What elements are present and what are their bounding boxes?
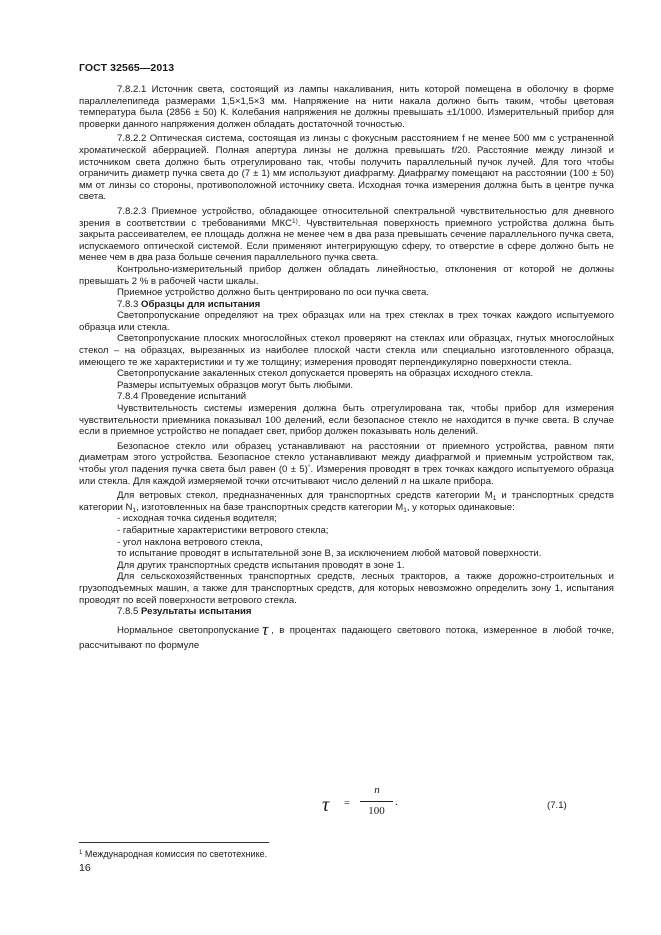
fraction-bar xyxy=(360,801,393,802)
paragraph-linearity: Контрольно-измерительный прибор должен обладать линейностью, отклонения от которой не должны превышать 2 % в рабочей части шкалы. xyxy=(79,263,614,287)
paragraph-centering: Приемное устройство должно быть центрировано по оси пучка света. xyxy=(117,287,429,299)
paragraph-procedure-1: Чувствительность системы измерения должна быть отрегулирована так, чтобы прибор для измерения чувствительности приемника показывал 100 делений, если безопасное стекло не находится в пучке света. В случае если в приемное устройство не попадает свет, прибор должен показывать ноль делений. xyxy=(79,403,614,438)
page-number: 16 xyxy=(79,862,91,874)
paragraph-procedure-2 xyxy=(79,441,614,487)
variable-n: n xyxy=(401,475,407,487)
text-run: 7.8.2.3 Приемное устройство, обладающее относительной спектральной чувствительностью для дневного зрения в соответствии с требованиями МКС xyxy=(79,205,614,229)
footnote-marker: 1 xyxy=(79,850,83,856)
list-item: - габаритные характеристики ветрового стекла; xyxy=(117,524,329,536)
paragraph-7-8-2-1: 7.8.2.1 Источник света, состоящий из лампы накаливания, нить которой помещена в оболочку в форме параллелепипеда размерами 1,5×1,5×3 мм. Напряжение на нити накала должно быть таким, чтобы цветовая температура была (2856 ± 50) К. Колебания напряжения не должны превышать ±1/1000. Измерительный прибор для проверки данного напряжения должен обладать достаточной точностью. xyxy=(79,84,614,130)
page-header: ГОСТ 32565—2013 xyxy=(79,62,175,74)
paragraph-windscreens xyxy=(79,490,614,513)
paragraph-samples-2: Светопропускание плоских многослойных стекол проверяют на стеклах или образцах, гнутых многослойных стекол – на образцах, вырезанных из наиболее плоской части стекла или специально изготовленного образца, имеющего те же характеристики и ту же толщину; измерения проводят перпендикулярно поверхности стекла. xyxy=(79,333,614,368)
formula-equals: = xyxy=(344,798,350,809)
subscript: 1 xyxy=(403,506,407,514)
paragraph-agricultural: Для сельскохозяйственных транспортных средств, лесных тракторов, а также дорожно-строительных и грузоподъемных машин, а также для транспортных средств, для которых невозможно определить зону 1, испытания проводят по всей поверхности ветрового стекла. xyxy=(79,571,614,606)
text-run: Для ветровых стекол, предназначенных для транспортных средств категории М xyxy=(117,490,493,502)
formula-lhs: τ xyxy=(322,794,330,816)
paragraph-7-8-2-2: 7.8.2.2 Оптическая система, состоящая из линзы с фокусным расстоянием f не менее 500 мм с устраненной хроматической аберрацией. Полная апертура линзы не должна превышать f/20. Расстояние между линзой и источником света должно быть отрегулировано так, чтобы получить параллельный пучок лучей. Для того чтобы ограничить диаметр пучка света до (7 ± 1) мм используют диафрагму. Диафрагму помещают на расстоянии (100 ± 50) мм от линзы со стороны, противоположной источнику света. Исходная точка измерения должна быть в центре пучка света. xyxy=(79,133,614,203)
formula-7-1 xyxy=(79,760,614,820)
page-body xyxy=(79,84,614,653)
section-7-8-5-heading xyxy=(79,606,614,618)
paragraph-samples-3: Светопропускание закаленных стекол допускается проверять на образцах исходного стекла. xyxy=(117,368,534,380)
footnote-ref: 1) xyxy=(292,217,298,225)
section-7-8-4-heading: 7.8.4 Проведение испытаний xyxy=(117,391,247,403)
text-run: Безопасное стекло или образец устанавливают на расстоянии от приемного устройства, равном пяти диаметрам этого устройства. Безопасное стекло устанавливают между диафрагмой и приемным устройством так, чтобы угол падения пучка света был равен (0 ± 5) xyxy=(79,440,614,475)
section-number: 7.8.3 xyxy=(117,298,142,310)
paragraph-7-8-2-3 xyxy=(79,206,614,264)
subscript: 1 xyxy=(492,495,497,503)
footnote-text: Международная комиссия по светотехнике. xyxy=(82,849,268,859)
section-title: Образцы для испытания xyxy=(141,298,261,310)
text-run: . Измерения проводят в трех точках каждого испытуемого образца или стекла. Для каждой измеряемой точки отсчитывают число делений xyxy=(79,464,615,487)
text-run: на шкале прибора. xyxy=(406,475,494,487)
text-run: , изготовленных на базе транспортных средств категории М xyxy=(136,501,404,513)
paragraph-zone-b: то испытание проводят в испытательной зоне В, за исключением любой матовой поверхности. xyxy=(117,548,542,560)
formula-number: (7.1) xyxy=(547,800,567,811)
footnote-divider xyxy=(79,842,269,843)
formula-denominator: 100 xyxy=(368,805,385,817)
list-item: - исходная точка сиденья водителя; xyxy=(117,513,277,525)
degree-sign: ° xyxy=(307,464,311,471)
formula-numerator: n xyxy=(374,784,380,796)
text-run: . Чувствительная поверхность приемного устройства должна быть закрыта рассеивателем, ее площадь должна не менее чем в два раза превышать сечение параллельного пучка света, испускаемого оптической системой. Если применяют интегрирующую сферу, то отверстие в сфере должно быть не менее чем в два раза больше сечения параллельного пучка света. xyxy=(79,217,614,264)
text-run: и транспортных средств категории N xyxy=(79,490,614,513)
section-number: 7.8.5 xyxy=(117,606,142,618)
tau-symbol: τ xyxy=(262,619,269,639)
paragraph-zone-1: Для других транспортных средств испытания проводят в зоне 1. xyxy=(117,559,405,571)
text-run: , у которых одинаковые: xyxy=(406,501,515,513)
paragraph-samples-4: Размеры испытуемых образцов могут быть любыми. xyxy=(117,379,354,391)
text-run: , в процентах падающего светового потока, измеренное в любой точке, рассчитывают по формуле xyxy=(79,624,614,651)
paragraph-formula-intro xyxy=(79,619,614,653)
footnote xyxy=(79,848,267,860)
section-title: Результаты испытания xyxy=(141,606,252,618)
paragraph-samples-1: Светопропускание определяют на трех образцах или на трех стеклах в трех точках каждого испытуемого образца или стекла. xyxy=(79,310,614,333)
subscript: 1 xyxy=(132,506,137,514)
text-run: Нормальное светопропускание xyxy=(117,624,260,636)
section-7-8-3-heading xyxy=(79,299,614,311)
list-item: - угол наклона ветрового стекла, xyxy=(117,536,263,548)
formula-period: . xyxy=(395,796,398,808)
